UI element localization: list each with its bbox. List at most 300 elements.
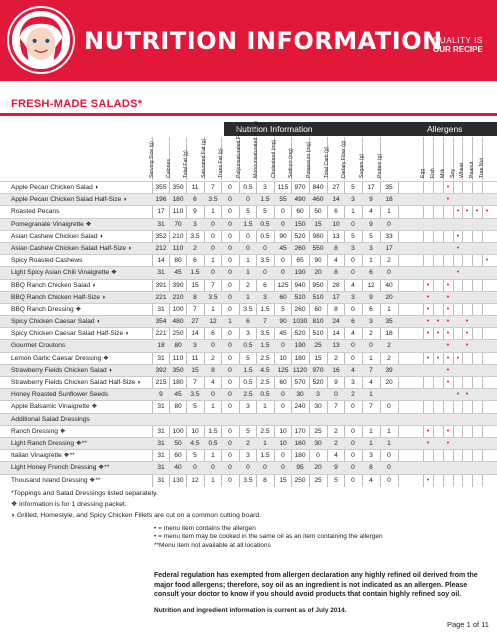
nutrition-value: 4 (369, 476, 373, 484)
allergen-marker: • (456, 391, 460, 399)
nutrition-value: 0 (211, 391, 215, 399)
nutrition-value: 33 (385, 232, 393, 240)
nutrition-value: 5 (351, 232, 355, 240)
allergen-marker: • (436, 354, 440, 362)
nutrition-value: 392 (155, 366, 167, 374)
page-number: Page 1 of 11 (447, 620, 489, 629)
nutrition-value: 8 (334, 305, 338, 313)
nutrition-value: 13 (332, 342, 340, 350)
nutrition-value: 570 (294, 379, 306, 386)
allergen-marker: • (426, 354, 430, 362)
nutrition-value: 6 (246, 318, 250, 326)
column-header (377, 137, 398, 180)
nutrition-value: 3 (193, 220, 197, 228)
nutrition-value: 0 (211, 342, 215, 350)
nutrition-value: 110 (172, 244, 184, 252)
table-row (0, 291, 497, 303)
table-row (0, 400, 497, 412)
nutrition-value: 0 (211, 464, 215, 472)
nutrition-value: 8 (193, 293, 197, 301)
nutrition-value: 4.5 (190, 439, 200, 447)
menu-item-name: Pomegranate Vinaigrette ❖ (11, 220, 92, 228)
nutrition-value: 0 (211, 244, 215, 252)
allergen-column-label: Fish (430, 168, 436, 178)
allergen-column-label: Soy (450, 169, 456, 178)
nutrition-value: 15 (314, 220, 322, 228)
menu-item-name: Asian Cashew Chicken Salad Half-Size ◗ (11, 244, 132, 252)
allergen-marker: • (465, 342, 469, 350)
nutrition-value: 0 (228, 452, 232, 460)
nutrition-value: 1 (211, 403, 215, 411)
section-divider (0, 113, 497, 116)
allergen-marker: • (426, 427, 430, 435)
allergen-column-label: Egg (420, 168, 426, 178)
nutrition-value: 25 (314, 342, 322, 350)
nutrition-information-label: Nutrition Information (236, 124, 313, 134)
nutrition-value: 810 (312, 318, 324, 326)
table-row (0, 449, 497, 461)
nutrition-value: 1.5 (260, 196, 270, 204)
nutrition-value: 0 (281, 452, 285, 460)
allergen-marker: • (426, 281, 430, 289)
nutrition-value: 65 (296, 257, 304, 265)
nutrition-value: 196 (155, 196, 167, 204)
nutrition-value: 18 (385, 196, 393, 204)
nutrition-value: 60 (279, 293, 287, 301)
nutrition-value: 350 (172, 184, 184, 191)
nutrition-value: 390 (172, 281, 184, 289)
column-header-label: Serving Size (g) (149, 141, 155, 178)
nutrition-value: 7 (369, 403, 373, 411)
nutrition-value: 0 (228, 196, 232, 204)
nutrition-value: 0 (263, 244, 267, 252)
nutrition-value: 4 (351, 366, 355, 374)
nutrition-value: 510 (294, 293, 306, 301)
nutrition-value: 16 (332, 366, 340, 374)
menu-item-name: Ranch Dressing ❖ (11, 427, 66, 435)
nutrition-value: 27 (332, 184, 340, 191)
menu-item-name: Light Ranch Dressing ❖** (11, 439, 87, 447)
nutrition-value: 190 (294, 342, 306, 350)
nutrition-value: 1 (369, 439, 373, 447)
nutrition-value: 490 (294, 196, 306, 204)
menu-item-name: Strawberry Fields Chicken Salad Half-Size ◗ (11, 379, 142, 386)
nutrition-value: 31 (157, 452, 165, 460)
legend-availability: **Menu item not available at all locations (154, 541, 271, 549)
nutrition-value: 95 (296, 464, 304, 472)
allergen-marker: • (446, 366, 450, 374)
nutrition-value: 0 (263, 464, 267, 472)
menu-item-name: Asian Cashew Chicken Salad ◗ (11, 232, 104, 240)
nutrition-value: 31 (157, 476, 165, 484)
allergen-marker: • (446, 318, 450, 326)
nutrition-value: 6 (263, 281, 267, 289)
nutrition-value: 80 (174, 342, 182, 350)
nutrition-value: 0 (334, 391, 338, 399)
nutrition-value: 31 (157, 354, 165, 362)
nutrition-value: 1 (263, 439, 267, 447)
allergen-marker: • (465, 208, 469, 216)
nutrition-value: 3.5 (243, 305, 253, 313)
nutrition-value: 6 (211, 330, 215, 338)
nutrition-value: 28 (332, 281, 340, 289)
nutrition-value: 31 (157, 403, 165, 411)
nutrition-value: 0 (281, 257, 285, 265)
menu-item-name: Spicy Roasted Cashews (11, 257, 83, 265)
nutrition-value: 5 (193, 403, 197, 411)
nutrition-value: 0 (281, 464, 285, 472)
nutrition-value: 35 (385, 184, 393, 191)
nutrition-value: 0 (351, 354, 355, 362)
nutrition-value: 110 (172, 354, 184, 362)
nutrition-value: 12 (367, 281, 375, 289)
nutrition-value: 170 (294, 427, 306, 435)
nutrition-value: 5 (246, 208, 250, 216)
nutrition-value: 0 (228, 342, 232, 350)
allergen-marker: • (456, 244, 460, 252)
nutrition-value: 11 (191, 354, 199, 362)
nutrition-value: 0 (228, 244, 232, 252)
nutrition-value: 210 (172, 293, 184, 301)
nutrition-value: 210 (172, 232, 184, 240)
table-row (0, 254, 497, 266)
nutrition-value: 0 (246, 244, 250, 252)
nutrition-value: 11 (191, 184, 199, 191)
nutrition-value: 0 (246, 464, 250, 472)
column-header-label: Cholesterol (mg) (271, 139, 277, 178)
menu-item-name: Additional Salad Dressings (11, 415, 90, 423)
nutrition-value: 1.5 (190, 269, 200, 277)
allergen-marker: • (446, 330, 450, 338)
allergen-column-label: Milk (440, 168, 446, 178)
nutrition-value: 2 (246, 281, 250, 289)
table-row (0, 413, 497, 425)
menu-item-name: Lemon Garlic Caesar Dressing ❖ (11, 354, 109, 362)
allergen-column-label: Wheat (459, 163, 465, 178)
nutrition-value: 0 (228, 379, 232, 386)
nutrition-value: 3 (246, 403, 250, 411)
nutrition-value: 0 (228, 354, 232, 362)
nutrition-value: 3 (369, 244, 373, 252)
allergen-column-label: Tree Nut (479, 158, 485, 178)
nutrition-value: 2 (334, 439, 338, 447)
nutrition-value: 9 (369, 293, 373, 301)
nutrition-value: 30 (314, 403, 322, 411)
nutrition-value: 950 (312, 281, 324, 289)
nutrition-value: 3 (369, 452, 373, 460)
nutrition-value: 31 (157, 269, 165, 277)
allergen-marker: • (426, 330, 430, 338)
nutrition-value: 940 (294, 281, 306, 289)
allergen-column-header (479, 137, 492, 180)
allergen-marker: • (446, 293, 450, 301)
nutrition-value: 260 (294, 305, 306, 313)
nutrition-value: 40 (385, 281, 393, 289)
menu-item-name: Spicy Chicken Caesar Salad ◗ (11, 318, 101, 326)
nutrition-value: 20 (385, 293, 393, 301)
nutrition-value: 2 (246, 439, 250, 447)
nutrition-value: 520 (294, 330, 306, 338)
nutrition-value: 9 (369, 196, 373, 204)
nutrition-value: 13 (332, 232, 340, 240)
allergen-marker: • (446, 196, 450, 204)
section-title: FRESH-MADE SALADS* (11, 98, 143, 110)
nutrition-value: 2 (334, 427, 338, 435)
nutrition-value: 221 (155, 330, 167, 338)
nutrition-value: 1120 (292, 366, 308, 374)
nutrition-value: 10 (279, 439, 287, 447)
nutrition-value: 0 (211, 232, 215, 240)
nutrition-value: 15 (191, 281, 199, 289)
nutrition-value: 10 (279, 427, 287, 435)
nutrition-value: 0.5 (243, 184, 253, 191)
table-row (0, 388, 497, 400)
nutrition-value: 215 (155, 379, 167, 386)
nutrition-value: 2.5 (243, 391, 253, 399)
nutrition-value: 7 (369, 366, 373, 374)
allergen-marker: • (426, 476, 430, 484)
menu-item-name: Honey Roasted Sunflower Seeds (11, 391, 109, 399)
nutrition-value: 39 (385, 366, 393, 374)
nutrition-value: 354 (155, 318, 167, 326)
nutrition-value: 0 (316, 452, 320, 460)
nutrition-value: 125 (277, 366, 289, 374)
footnote: ❖ Information is for 1 dressing packet. (11, 500, 127, 508)
column-header-label: Sugars (g) (359, 153, 365, 178)
table-row (0, 352, 497, 364)
nutrition-value: 0 (351, 464, 355, 472)
nutrition-value: 1.5 (260, 342, 270, 350)
nutrition-value: 5 (351, 184, 355, 191)
nutrition-value: 45 (174, 269, 182, 277)
nutrition-value: 90 (279, 318, 287, 326)
nutrition-value: 5 (263, 208, 267, 216)
allergen-marker: • (485, 208, 489, 216)
nutrition-value: 0 (351, 476, 355, 484)
nutrition-value: 0 (281, 220, 285, 228)
nutrition-value: 250 (172, 330, 184, 338)
footnotes (11, 489, 261, 521)
nutrition-value: 2.5 (260, 379, 270, 386)
tagline (433, 36, 483, 54)
nutrition-value: 15 (279, 476, 287, 484)
nutrition-value: 0.5 (243, 379, 253, 386)
nutrition-value: 0 (228, 305, 232, 313)
nutrition-value: 0 (281, 342, 285, 350)
nutrition-value: 0.5 (208, 439, 218, 447)
menu-item-name: Italian Vinaigrette ❖** (11, 452, 75, 460)
nutrition-value: 6 (193, 257, 197, 265)
nutrition-value: 10 (332, 220, 340, 228)
menu-item-name: Gourmet Croutons (11, 342, 66, 350)
nutrition-value: 180 (172, 196, 184, 204)
footnote: *Toppings and Salad Dressings listed separately. (11, 490, 158, 497)
nutrition-value: 1 (246, 293, 250, 301)
nutrition-value: 5 (193, 452, 197, 460)
table-group-bar (224, 122, 497, 136)
nutrition-value: 1 (387, 439, 391, 447)
allergen-legend (154, 525, 383, 550)
nutrition-value: 31 (157, 220, 165, 228)
nutrition-value: 14 (191, 330, 199, 338)
allergen-marker: • (456, 208, 460, 216)
legend-may-contain: • = menu item may be cooked in the same oil as an item containing the allergen (154, 533, 383, 541)
nutrition-value: 9 (334, 464, 338, 472)
column-header-label: Monounsaturated Fat (g) (253, 120, 259, 178)
nutrition-value: 4 (369, 208, 373, 216)
nutrition-value: 10 (191, 427, 199, 435)
nutrition-value: 9 (369, 220, 373, 228)
nutrition-value: 17 (385, 244, 393, 252)
nutrition-value: 24 (332, 318, 340, 326)
nutrition-value: 0 (281, 391, 285, 399)
allergen-marker: • (426, 293, 430, 301)
nutrition-value: 2 (334, 354, 338, 362)
nutrition-value: 6 (369, 269, 373, 277)
nutrition-value: 0 (228, 293, 232, 301)
allergen-marker: • (446, 354, 450, 362)
nutrition-value: 9 (159, 391, 163, 399)
allergen-marker: • (446, 305, 450, 313)
nutrition-value: 0 (281, 208, 285, 216)
nutrition-value: 3 (351, 196, 355, 204)
nutrition-value: 3 (263, 184, 267, 191)
nutrition-value: 1 (211, 208, 215, 216)
nutrition-value: 391 (155, 281, 167, 289)
nutrition-value: 6 (351, 318, 355, 326)
nutrition-value: 2.5 (260, 354, 270, 362)
column-header-label: Protein (g) (377, 153, 383, 178)
nutrition-value: 3.5 (243, 476, 253, 484)
nutrition-value: 1 (263, 403, 267, 411)
nutrition-value: 45 (279, 330, 287, 338)
table-row (0, 230, 497, 242)
nutrition-value: 6 (369, 305, 373, 313)
nutrition-value: 1 (369, 427, 373, 435)
allergen-marker: • (456, 232, 460, 240)
nutrition-value: 355 (155, 184, 167, 191)
nutrition-value: 50 (174, 439, 182, 447)
menu-item-name: Apple Balsamic Vinaigrette ❖ (11, 403, 98, 411)
nutrition-value: 12 (191, 476, 199, 484)
allergen-marker: • (465, 330, 469, 338)
nutrition-value: 550 (312, 244, 324, 252)
nutrition-value: 2 (211, 354, 215, 362)
nutrition-value: 0 (228, 403, 232, 411)
nutrition-value: 510 (312, 293, 324, 301)
nutrition-value: 80 (174, 257, 182, 265)
nutrition-value: 8 (334, 269, 338, 277)
nutrition-value: 3 (351, 379, 355, 386)
table-row (0, 364, 497, 376)
menu-item-name: BBQ Ranch Chicken Half-Size ◗ (11, 293, 106, 301)
allergen-marker: • (426, 318, 430, 326)
allergen-column-label: Peanut (469, 161, 475, 178)
nutrition-value: 180 (294, 354, 306, 362)
table-row (0, 437, 497, 449)
nutrition-value: 70 (174, 220, 182, 228)
nutrition-value: 0.5 (260, 232, 270, 240)
nutrition-value: 180 (294, 452, 306, 460)
nutrition-value: 2 (369, 330, 373, 338)
table-row (0, 327, 497, 339)
nutrition-value: 4 (334, 257, 338, 265)
nutrition-value: 3.5 (190, 232, 200, 240)
nutrition-value: 240 (294, 403, 306, 411)
nutrition-value: 31 (157, 427, 165, 435)
nutrition-value: 110 (172, 208, 184, 216)
nutrition-value: 20 (314, 269, 322, 277)
nutrition-value: 0 (351, 342, 355, 350)
nutrition-value: 0 (387, 220, 391, 228)
nutrition-value: 15 (191, 366, 199, 374)
nutrition-value: 3 (351, 293, 355, 301)
nutrition-value: 1 (211, 305, 215, 313)
nutrition-value: 0 (281, 403, 285, 411)
nutrition-value: 55 (279, 196, 287, 204)
nutrition-value: 0 (351, 257, 355, 265)
nutrition-value: 510 (312, 330, 324, 338)
nutrition-value: 0.5 (260, 220, 270, 228)
nutrition-value: 130 (172, 476, 184, 484)
currency-note: Nutrition and ingredient information is current as of July 2014. (154, 607, 347, 614)
nutrition-value: 20 (385, 379, 393, 386)
menu-item-name: BBQ Ranch Dressing ❖ (11, 305, 82, 313)
nutrition-value: 9 (193, 208, 197, 216)
nutrition-value: 3 (246, 452, 250, 460)
nutrition-value: 20 (314, 464, 322, 472)
nutrition-value: 40 (174, 464, 182, 472)
nutrition-value: 0 (351, 452, 355, 460)
nutrition-value: 3 (263, 293, 267, 301)
column-header-label: Calories (166, 158, 172, 178)
nutrition-value: 7 (211, 184, 215, 191)
footnote: ◗ Grilled, Homestyle, and Spicy Chicken Fillets are cut on a common cutting board. (11, 511, 262, 519)
nutrition-value: 0 (228, 330, 232, 338)
allergens-label: Allergens (427, 124, 463, 134)
nutrition-value: 150 (294, 220, 306, 228)
nutrition-value: 115 (277, 184, 289, 191)
wendys-logo (9, 8, 73, 72)
table-row (0, 339, 497, 351)
nutrition-value: 0.5 (260, 391, 270, 399)
nutrition-value: 352 (155, 232, 167, 240)
nutrition-value: 60 (296, 208, 304, 216)
nutrition-value: 0 (211, 269, 215, 277)
nutrition-value: 0 (211, 220, 215, 228)
table-row (0, 242, 497, 254)
nutrition-value: 1 (369, 257, 373, 265)
nutrition-value: 1 (387, 305, 391, 313)
nutrition-value: 0 (246, 232, 250, 240)
table-row (0, 193, 497, 205)
tagline-line-1: QUALITY IS (433, 36, 483, 45)
nutrition-value: 60 (174, 452, 182, 460)
allergen-marker: • (446, 342, 450, 350)
nutrition-value: 31 (157, 305, 165, 313)
nutrition-value: 6 (334, 208, 338, 216)
nutrition-value: 0 (193, 464, 197, 472)
nutrition-value: 0 (387, 452, 391, 460)
nutrition-value: 3.5 (208, 196, 218, 204)
nutrition-value: 0 (351, 439, 355, 447)
nutrition-value: 0 (228, 281, 232, 289)
nutrition-value: 1 (246, 257, 250, 265)
nutrition-value: 80 (174, 403, 182, 411)
nutrition-value: 5 (369, 232, 373, 240)
nutrition-value: 4 (211, 379, 215, 386)
table-row (0, 315, 497, 327)
